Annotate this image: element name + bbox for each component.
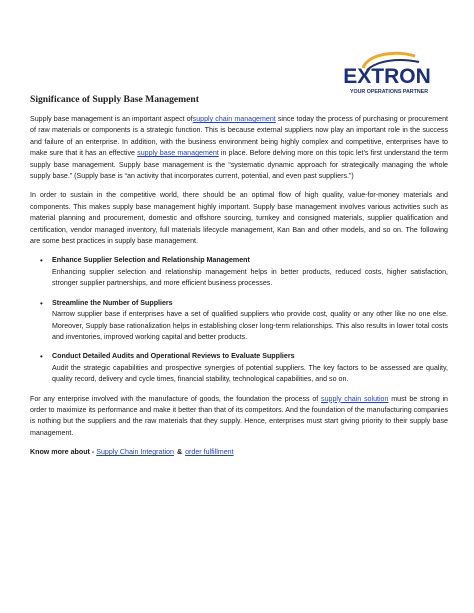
ampersand: & <box>176 448 183 457</box>
link-supply-chain-solution[interactable]: supply chain solution <box>321 394 389 403</box>
link-supply-chain-integration[interactable]: Supply Chain Integration <box>96 448 174 457</box>
logo-tagline: YOUR OPERATIONS PARTNER <box>349 89 429 95</box>
list-item-heading: Enhance Supplier Selection and Relationship Management <box>52 256 250 265</box>
paragraph-2: In order to sustain in the competitive world, there should be an optimal flow of high quality, value-for-money materials and components. This makes supply base management highly important. Supply base management involves various activities such as material planning and procurement, domestic and offshore sourcing, turnkey and consigned materials, supplier qualification and certification, vendor managed inventory, full materials lifecycle management, Kan Ban and other models, and so on. The following are some best practices in supply base management. <box>30 191 448 246</box>
document-body <box>30 114 448 467</box>
best-practices-list <box>30 255 448 385</box>
list-item-text: Narrow supplier base if enterprises have a set of qualified suppliers who provide cost, quality or any other like no one else. Moreover, Supply base rationalization helps in establishing closer long-term relationships. This also results in lower total costs and inventories, improved working capital and better products. <box>52 310 448 341</box>
list-item-heading: Streamline the Number of Suppliers <box>52 298 173 307</box>
link-supply-chain-management[interactable]: supply chain management <box>192 115 276 123</box>
list-item-heading: Conduct Detailed Audits and Operational Reviews to Evaluate Suppliers <box>52 352 295 361</box>
list-item <box>42 351 448 385</box>
intro-paragraph: Supply base management is an important aspect ofsupply chain management since today the process of purchasing or procurement of raw materials or components is a strategic function. This is because external suppliers now play an important role in the success and failure of an enterprise. In addition, with the business environment being highly complex and competitive, enterprises have to make sure that it has an effective supply base management in place. Before delving more on this topic let’s first understand the term supply base management. Supply base management is the “systematic dynamic approach for strategically managing the whole supply base.” (Supply base is “an activity that incorporates current, potential, and even past suppliers.”) <box>30 115 448 181</box>
logo-brand: EXTRON <box>343 65 431 88</box>
link-order-fulfillment[interactable]: order fulfillment <box>185 448 234 457</box>
list-item-text: Enhancing supplier selection and relationship management helps in better products, reduced costs, higher satisfaction, stronger supplier partnerships, and more efficient business processes. <box>52 267 448 288</box>
link-supply-base-management[interactable]: supply base management <box>137 149 219 158</box>
know-more-line <box>30 447 448 458</box>
page-title: Significance of Supply Base Management <box>30 94 199 105</box>
know-more-label: Know more about - <box>30 448 95 457</box>
list-item-text: Audit the strategic capabilities and prospective synergies of potential suppliers. The key factors to be assessed are quality, quality record, delivery and cycle times, financial stability, technological capabilities, and so on. <box>52 363 448 384</box>
list-item <box>42 255 448 289</box>
extron-logo <box>333 48 445 100</box>
list-item <box>42 298 448 344</box>
paragraph-3: For any enterprise involved with the manufacture of goods, the foundation the process of supply chain solution must be strong in order to maximize its performance and make it better than that of its competitors. And the foundation of the manufacturing companies is nothing but the suppliers and the raw materials that they supply. Hence, enterprises must start giving priority to their supply base management. <box>30 394 448 437</box>
